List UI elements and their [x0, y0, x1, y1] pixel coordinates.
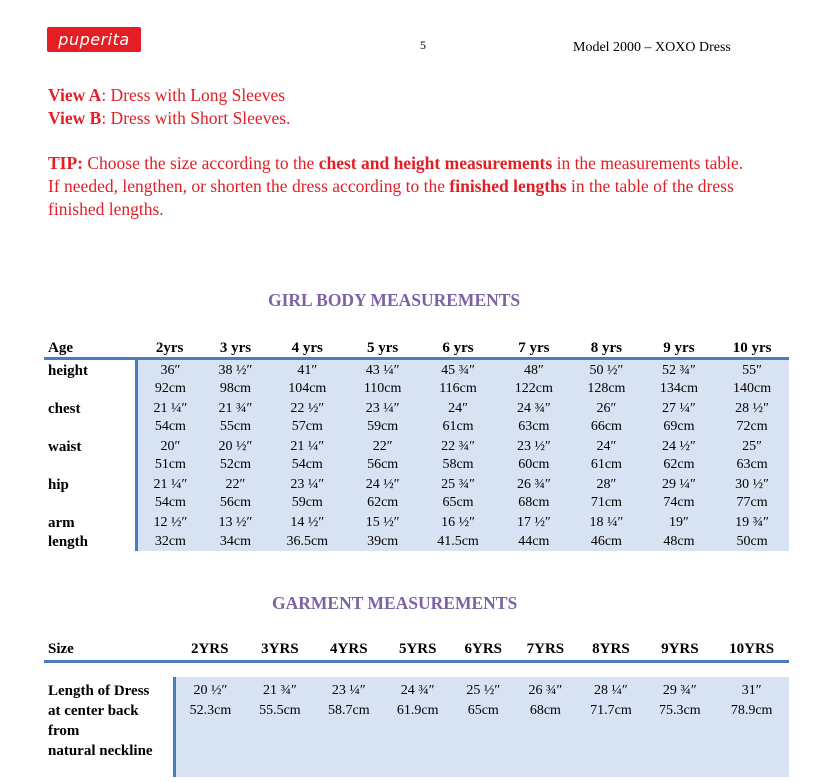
cm-cell: 77cm — [715, 494, 789, 512]
body-measurements-table — [44, 335, 789, 551]
dress-length-label-line: Length of Dress — [48, 683, 150, 699]
spacer-cell — [44, 662, 789, 678]
size-column-header: 5YRS — [398, 640, 437, 657]
inches-cell: 23 ¼″ — [347, 398, 419, 418]
inches-cell: 19″ — [643, 512, 716, 533]
inches-cell: 25″ — [715, 436, 789, 456]
inches-cell: 17 ½″ — [498, 512, 571, 533]
dress-length-cell — [645, 677, 714, 777]
inches-cell: 26″ — [570, 398, 643, 418]
measurement-label — [44, 359, 136, 399]
age-column-header: 8 yrs — [590, 340, 623, 356]
view-a-text: : Dress with Long Sleeves — [101, 85, 286, 105]
inches-cell: 27 ¼″ — [643, 398, 716, 418]
tip-paragraph-2 — [48, 175, 778, 221]
dress-length-cm: 75.3cm — [659, 703, 701, 718]
dress-length-label-line: natural neckline — [48, 743, 153, 759]
size-column-header: 10YRS — [729, 640, 775, 657]
garment-table-header-row — [44, 638, 789, 662]
age-column-header: 3 yrs — [219, 340, 252, 356]
inches-cell: 45 ¾″ — [418, 359, 497, 381]
cm-cell: 52cm — [203, 456, 267, 474]
cm-cell: 50cm — [715, 533, 789, 551]
tip-text-2b: in the table of the dress finished lengths. — [48, 176, 734, 219]
cm-cell: 55cm — [203, 418, 267, 436]
age-column-header: 4 yrs — [291, 340, 323, 356]
cm-cell: 39cm — [347, 533, 419, 551]
views-block — [48, 84, 290, 130]
size-column-header: 4YRS — [330, 640, 368, 657]
view-b-text: : Dress with Short Sleeves. — [101, 108, 291, 128]
cm-cell: 36.5cm — [268, 533, 347, 551]
dress-length-cell — [174, 677, 245, 777]
inches-cell: 15 ½″ — [347, 512, 419, 533]
view-b-label: View B — [48, 108, 102, 128]
inches-cell: 41″ — [268, 359, 347, 381]
age-column-header: 6 yrs — [442, 340, 474, 356]
cm-cell: 56cm — [347, 456, 419, 474]
cm-cell: 65cm — [418, 494, 497, 512]
cm-cell: 134cm — [643, 380, 716, 398]
measurement-row-cm — [44, 456, 789, 474]
view-a-label: View A — [48, 85, 102, 105]
tip-bold-2: finished lengths — [449, 176, 567, 196]
cm-cell: 48cm — [643, 533, 716, 551]
age-header: Age — [48, 340, 73, 356]
measurement-row-cm — [44, 418, 789, 436]
dress-length-inches: 25 ½″ — [466, 683, 501, 698]
size-column-header: 6YRS — [464, 640, 503, 657]
size-column-header: 3YRS — [261, 640, 299, 657]
dress-length-cell — [576, 677, 645, 777]
cm-cell: 61cm — [570, 456, 643, 474]
inches-cell: 24″ — [570, 436, 643, 456]
measurement-label-line: waist — [48, 439, 82, 455]
size-column-header: 9YRS — [661, 640, 699, 657]
cm-cell: 72cm — [715, 418, 789, 436]
tip-paragraph-1 — [48, 152, 778, 175]
inches-cell: 23 ¼″ — [268, 474, 347, 494]
inches-cell: 30 ½″ — [715, 474, 789, 494]
dress-length-label-line: from — [48, 723, 80, 739]
inches-cell: 50 ½″ — [570, 359, 643, 381]
cm-cell: 116cm — [418, 380, 497, 398]
measurement-row-cm — [44, 494, 789, 512]
size-header: Size — [48, 640, 74, 657]
garment-measurements-title: GARMENT MEASUREMENTS — [272, 593, 518, 613]
puperita-logo — [47, 27, 141, 52]
inches-cell: 28 ½″ — [715, 398, 789, 418]
dress-length-cm: 68cm — [529, 703, 561, 718]
cm-cell: 140cm — [715, 380, 789, 398]
model-title: Model 2000 – XOXO Dress — [573, 40, 731, 55]
inches-cell: 48″ — [498, 359, 571, 381]
inches-cell: 21 ¼″ — [268, 436, 347, 456]
cm-cell: 56cm — [203, 494, 267, 512]
inches-cell: 26 ¾″ — [498, 474, 571, 494]
inches-cell: 16 ½″ — [418, 512, 497, 533]
size-column-header: 2YRS — [190, 640, 229, 657]
measurement-row-cm — [44, 533, 789, 551]
body-table-header-row — [44, 335, 789, 359]
dress-length-inches: 29 ¾″ — [662, 683, 697, 698]
measurement-row-inches — [44, 398, 789, 418]
inches-cell: 29 ¼″ — [643, 474, 716, 494]
cm-cell: 54cm — [136, 418, 203, 436]
cm-cell: 66cm — [570, 418, 643, 436]
dress-length-cm: 58.7cm — [328, 703, 370, 718]
dress-length-cm: 55.5cm — [259, 703, 301, 718]
inches-cell: 14 ½″ — [268, 512, 347, 533]
measurement-label — [44, 398, 136, 436]
cm-cell: 58cm — [418, 456, 497, 474]
age-column-header: 10 yrs — [732, 340, 772, 356]
dress-length-cell — [314, 677, 383, 777]
dress-length-cm: 65cm — [467, 703, 499, 718]
cm-cell: 110cm — [347, 380, 419, 398]
inches-cell: 36″ — [136, 359, 203, 381]
measurement-label — [44, 512, 136, 551]
cm-cell: 122cm — [498, 380, 571, 398]
garment-measurements-table — [44, 638, 789, 777]
measurement-row-inches — [44, 359, 789, 381]
dress-length-inches: 28 ¼″ — [594, 683, 628, 698]
dress-length-row — [44, 677, 789, 777]
page-number: 5 — [420, 38, 426, 52]
inches-cell: 24″ — [418, 398, 497, 418]
cm-cell: 46cm — [570, 533, 643, 551]
age-column-header: 7 yrs — [518, 340, 550, 356]
cm-cell: 59cm — [268, 494, 347, 512]
cm-cell: 62cm — [643, 456, 716, 474]
inches-cell: 52 ¾″ — [643, 359, 716, 381]
view-a-line — [48, 84, 290, 107]
cm-cell: 74cm — [643, 494, 716, 512]
dress-length-inches: 24 ¾″ — [400, 683, 435, 698]
cm-cell: 41.5cm — [418, 533, 497, 551]
size-column-header: 7YRS — [526, 640, 565, 657]
inches-cell: 22 ¾″ — [418, 436, 497, 456]
measurement-row-inches — [44, 436, 789, 456]
dress-length-inches: 20 ½″ — [193, 683, 228, 698]
dress-length-inches: 21 ¾″ — [262, 683, 297, 698]
inches-cell: 13 ½″ — [203, 512, 267, 533]
measurement-label — [44, 474, 136, 512]
inches-cell: 22″ — [347, 436, 419, 456]
dress-length-cell — [714, 677, 789, 777]
cm-cell: 54cm — [268, 456, 347, 474]
cm-cell: 69cm — [643, 418, 716, 436]
view-b-line — [48, 107, 290, 130]
tip-bold-1: chest and height measurements — [318, 153, 553, 173]
size-column-header: 8YRS — [592, 640, 630, 657]
cm-cell: 63cm — [498, 418, 571, 436]
measurement-label-line: arm — [48, 515, 75, 531]
cm-cell: 44cm — [498, 533, 571, 551]
tip-text-1: Choose the size according to the — [83, 153, 319, 173]
cm-cell: 92cm — [136, 380, 203, 398]
inches-cell: 21 ¾″ — [203, 398, 267, 418]
dress-length-cell — [452, 677, 514, 777]
cm-cell: 32cm — [136, 533, 203, 551]
dress-length-cell — [245, 677, 314, 777]
inches-cell: 24 ½″ — [643, 436, 716, 456]
inches-cell: 38 ½″ — [203, 359, 267, 381]
cm-cell: 51cm — [136, 456, 203, 474]
measurement-label-line: height — [48, 363, 89, 379]
dress-length-inches: 26 ¾″ — [528, 683, 563, 698]
tip-label: TIP: — [48, 153, 83, 173]
inches-cell: 20 ½″ — [203, 436, 267, 456]
cm-cell: 62cm — [347, 494, 419, 512]
dress-length-cm: 78.9cm — [730, 703, 773, 718]
inches-cell: 25 ¾″ — [418, 474, 497, 494]
dress-length-label — [44, 677, 174, 777]
cm-cell: 71cm — [570, 494, 643, 512]
tip-block — [48, 152, 778, 221]
logo-text: puperita — [58, 30, 130, 49]
cm-cell: 68cm — [498, 494, 571, 512]
inches-cell: 43 ¼″ — [347, 359, 419, 381]
measurement-row-inches — [44, 512, 789, 533]
cm-cell: 54cm — [136, 494, 203, 512]
inches-cell: 23 ½″ — [498, 436, 571, 456]
dress-length-cell — [514, 677, 576, 777]
cm-cell: 60cm — [498, 456, 571, 474]
dress-length-inches: 31″ — [741, 683, 762, 698]
dress-length-cell — [383, 677, 452, 777]
measurement-label-line: chest — [48, 401, 81, 417]
dress-length-cm: 52.3cm — [189, 703, 232, 718]
age-column-header: 5 yrs — [367, 340, 399, 356]
cm-cell: 104cm — [268, 380, 347, 398]
inches-cell: 19 ¾″ — [715, 512, 789, 533]
age-column-header: 9 yrs — [663, 340, 695, 356]
measurement-label-line: hip — [48, 477, 69, 493]
inches-cell: 55″ — [715, 359, 789, 381]
age-column-header: 2yrs — [155, 340, 184, 356]
cm-cell: 128cm — [570, 380, 643, 398]
cm-cell: 34cm — [203, 533, 267, 551]
measurement-label — [44, 436, 136, 474]
inches-cell: 21 ¼″ — [136, 474, 203, 494]
inches-cell: 12 ½″ — [136, 512, 203, 533]
measurement-label-line: length — [48, 534, 89, 550]
dress-length-label-line: at center back — [48, 703, 139, 719]
tip-text-1b: in the measurements table. — [552, 153, 744, 173]
inches-cell: 21 ¼″ — [136, 398, 203, 418]
body-measurements-title: GIRL BODY MEASUREMENTS — [268, 290, 521, 310]
inches-cell: 22″ — [203, 474, 267, 494]
inches-cell: 28″ — [570, 474, 643, 494]
measurement-row-cm — [44, 380, 789, 398]
inches-cell: 20″ — [136, 436, 203, 456]
tip-text-2: If needed, lengthen, or shorten the dress according to the — [48, 176, 450, 196]
inches-cell: 18 ¼″ — [570, 512, 643, 533]
cm-cell: 57cm — [268, 418, 347, 436]
inches-cell: 24 ¾″ — [498, 398, 571, 418]
cm-cell: 59cm — [347, 418, 419, 436]
dress-length-cm: 61.9cm — [396, 703, 439, 718]
inches-cell: 24 ½″ — [347, 474, 419, 494]
measurement-row-inches — [44, 474, 789, 494]
garment-table-spacer — [44, 662, 789, 678]
cm-cell: 63cm — [715, 456, 789, 474]
cm-cell: 98cm — [203, 380, 267, 398]
cm-cell: 61cm — [418, 418, 497, 436]
dress-length-cm: 71.7cm — [590, 703, 632, 718]
inches-cell: 22 ½″ — [268, 398, 347, 418]
dress-length-inches: 23 ¼″ — [331, 683, 366, 698]
